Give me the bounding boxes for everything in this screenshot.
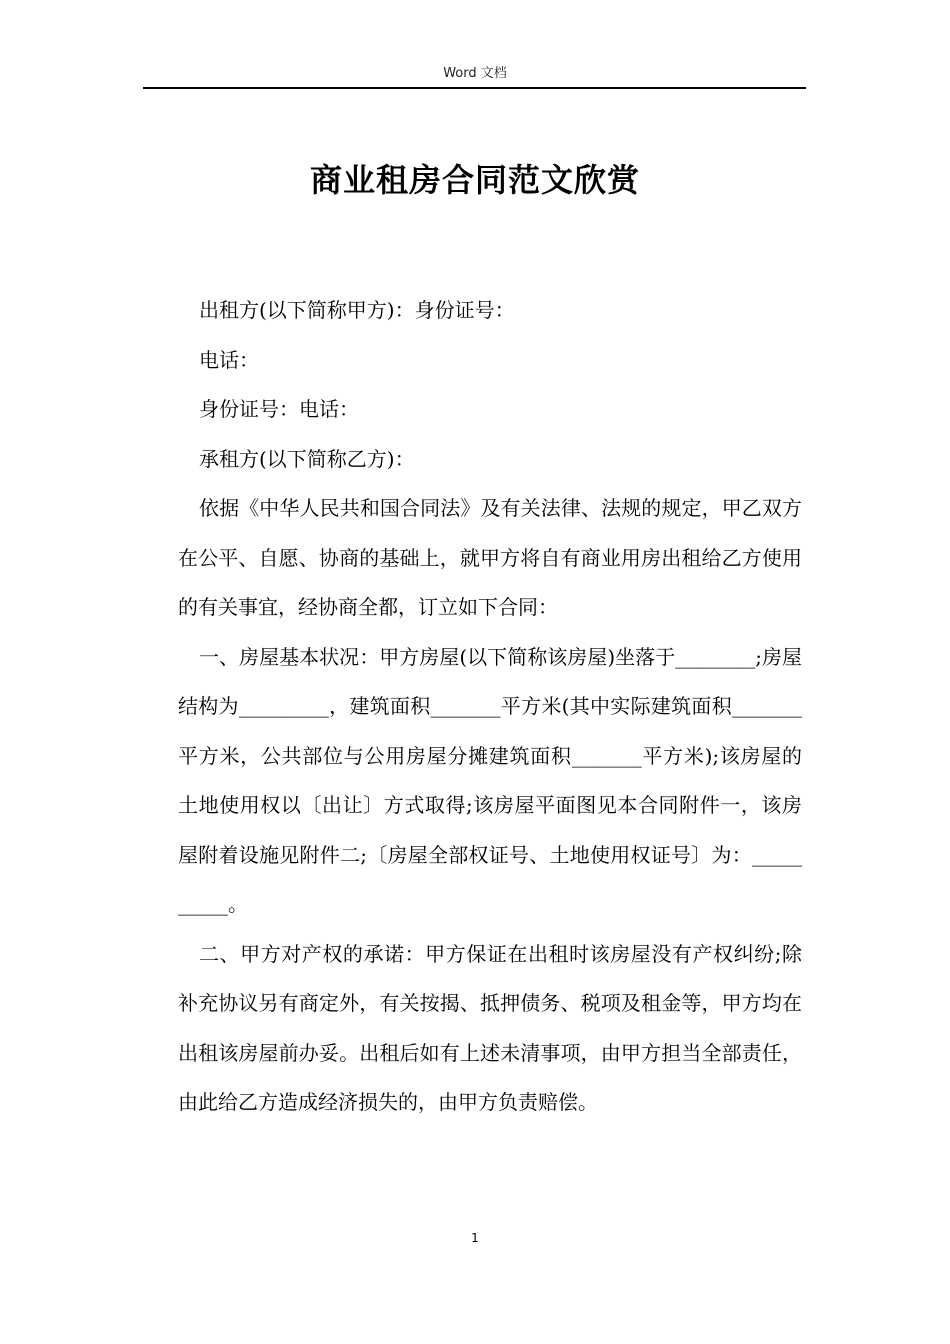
paragraph-clause-2: 二、甲方对产权的承诺：甲方保证在出租时该房屋没有产权纠纷;除补充协议另有商定外，有关按揭、抵押债务、税项及租金等，甲方均在出租该房屋前办妥。出租后如有上述未清事项，由甲方担当全部责任，由此给乙方造成经济损失的，由甲方负责赔偿。 (178, 941, 802, 1114)
document-title: 商业租房合同范文欣赏 (309, 161, 640, 199)
paragraph-preamble: 依据《中华人民共和国合同法》及有关法律、法规的规定，甲乙双方在公平、自愿、协商的基础上，就甲方将自有商业用房出租给乙方使用的有关事宜，经协商全都，订立如下合同： (178, 496, 802, 619)
paragraph-id-phone: 身份证号：电话： (199, 397, 359, 421)
paragraph-lessor: 出租方(以下简称甲方)：身份证号： (199, 298, 515, 322)
paragraph-lessee: 承租方(以下简称乙方)： (199, 446, 415, 471)
page-number: 1 (471, 1231, 479, 1245)
header-divider (143, 87, 806, 89)
document-body (178, 286, 802, 1128)
page-header: Word 文档 (443, 66, 507, 81)
paragraph-phone: 电话： (199, 347, 259, 372)
paragraph-clause-1: 一、房屋基本状况：甲方房屋(以下简称该房屋)坐落于________;房屋结构为_________，建筑面积_______平方米(其中实际建筑面积_______平方米，公共部位与公用房屋分摊建筑面积_______平方米);该房屋的土地使用权以〔出让〕方式取得;该房屋平面图见本合同附件一，该房屋附着设施见附件二;〔房屋全部权证号、土地使用权证号〕为：__________。 (178, 644, 802, 916)
